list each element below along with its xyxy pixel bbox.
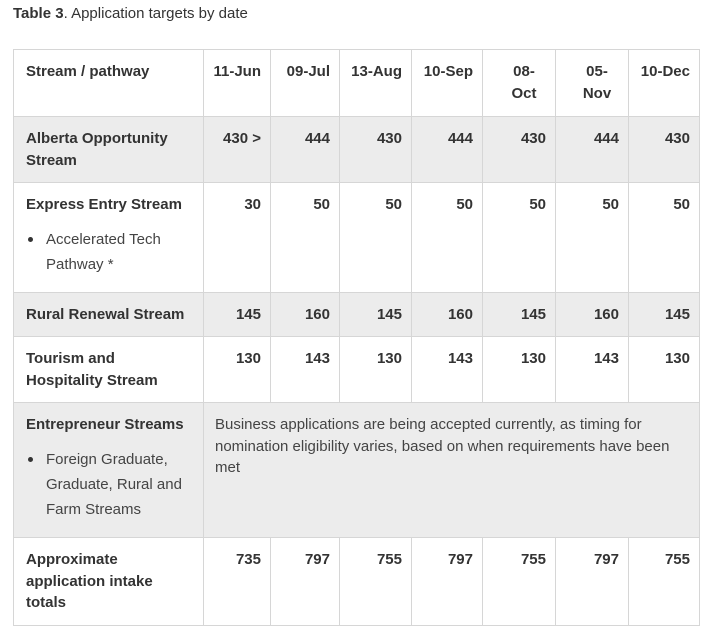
column-header-date: 08- Oct	[483, 50, 556, 117]
column-header-date: 13-Aug	[340, 50, 412, 117]
table-cell: 160	[412, 293, 483, 337]
row-label: Express Entry Stream	[26, 196, 182, 213]
table-cell: 50	[412, 183, 483, 293]
table-cell: 145	[629, 293, 700, 337]
caption-label: Table 3	[13, 5, 64, 22]
list-item: Accelerated Tech Pathway *	[26, 227, 195, 277]
table-cell: 430 >	[204, 117, 271, 183]
table-cell: 50	[629, 183, 700, 293]
row-label: Rural Renewal Stream	[14, 293, 204, 337]
table-cell: 755	[340, 538, 412, 626]
table-cell: 797	[271, 538, 340, 626]
row-label: Tourism and Hospitality Stream	[14, 337, 204, 403]
table-row	[14, 337, 700, 403]
table-cell: 50	[483, 183, 556, 293]
column-header-date: 10-Sep	[412, 50, 483, 117]
row-label: Alberta Opportunity Stream	[14, 117, 204, 183]
header-row	[14, 50, 700, 117]
list-item: Foreign Graduate, Graduate, Rural and Farm Streams	[26, 447, 195, 522]
table-cell: 30	[204, 183, 271, 293]
table-cell: 797	[556, 538, 629, 626]
row-label: Entrepreneur Streams	[26, 416, 184, 433]
table-row	[14, 183, 700, 293]
column-header-date: 05- Nov	[556, 50, 629, 117]
table-cell: 145	[204, 293, 271, 337]
table-cell: 145	[340, 293, 412, 337]
table-cell: 160	[556, 293, 629, 337]
column-header-date: 11-Jun	[204, 50, 271, 117]
table-cell: 130	[340, 337, 412, 403]
table-cell: 755	[629, 538, 700, 626]
row-label: Approximate application intake totals	[14, 538, 204, 626]
table-cell: 430	[340, 117, 412, 183]
table-cell: 444	[271, 117, 340, 183]
table-cell: 797	[412, 538, 483, 626]
table-cell: 160	[271, 293, 340, 337]
table-row	[14, 117, 700, 183]
table-cell: 430	[483, 117, 556, 183]
caption-text: . Application targets by date	[63, 5, 248, 22]
table-cell: 444	[556, 117, 629, 183]
table-cell: 50	[340, 183, 412, 293]
entrepreneur-note: Business applications are being accepted currently, as timing for nomination eligibility varies, based on when requirements have been met	[204, 403, 700, 538]
table-cell: 143	[556, 337, 629, 403]
table-row	[14, 293, 700, 337]
application-targets-table	[13, 49, 700, 626]
row-label-cell	[14, 403, 204, 538]
table-cell: 50	[556, 183, 629, 293]
table-cell: 145	[483, 293, 556, 337]
table-cell: 143	[412, 337, 483, 403]
sub-stream-list	[26, 227, 195, 277]
table-cell: 143	[271, 337, 340, 403]
table-cell: 430	[629, 117, 700, 183]
row-label-cell	[14, 183, 204, 293]
column-header-date: 10-Dec	[629, 50, 700, 117]
table-cell: 130	[629, 337, 700, 403]
column-header-date: 09-Jul	[271, 50, 340, 117]
sub-stream-list	[26, 447, 195, 522]
table-cell: 50	[271, 183, 340, 293]
table-row	[14, 538, 700, 626]
table-row	[14, 403, 700, 538]
table-cell: 735	[204, 538, 271, 626]
table-cell: 130	[204, 337, 271, 403]
table-cell: 444	[412, 117, 483, 183]
table-cell: 130	[483, 337, 556, 403]
column-header-stream: Stream / pathway	[14, 50, 204, 117]
table-caption	[13, 5, 248, 22]
table-cell: 755	[483, 538, 556, 626]
